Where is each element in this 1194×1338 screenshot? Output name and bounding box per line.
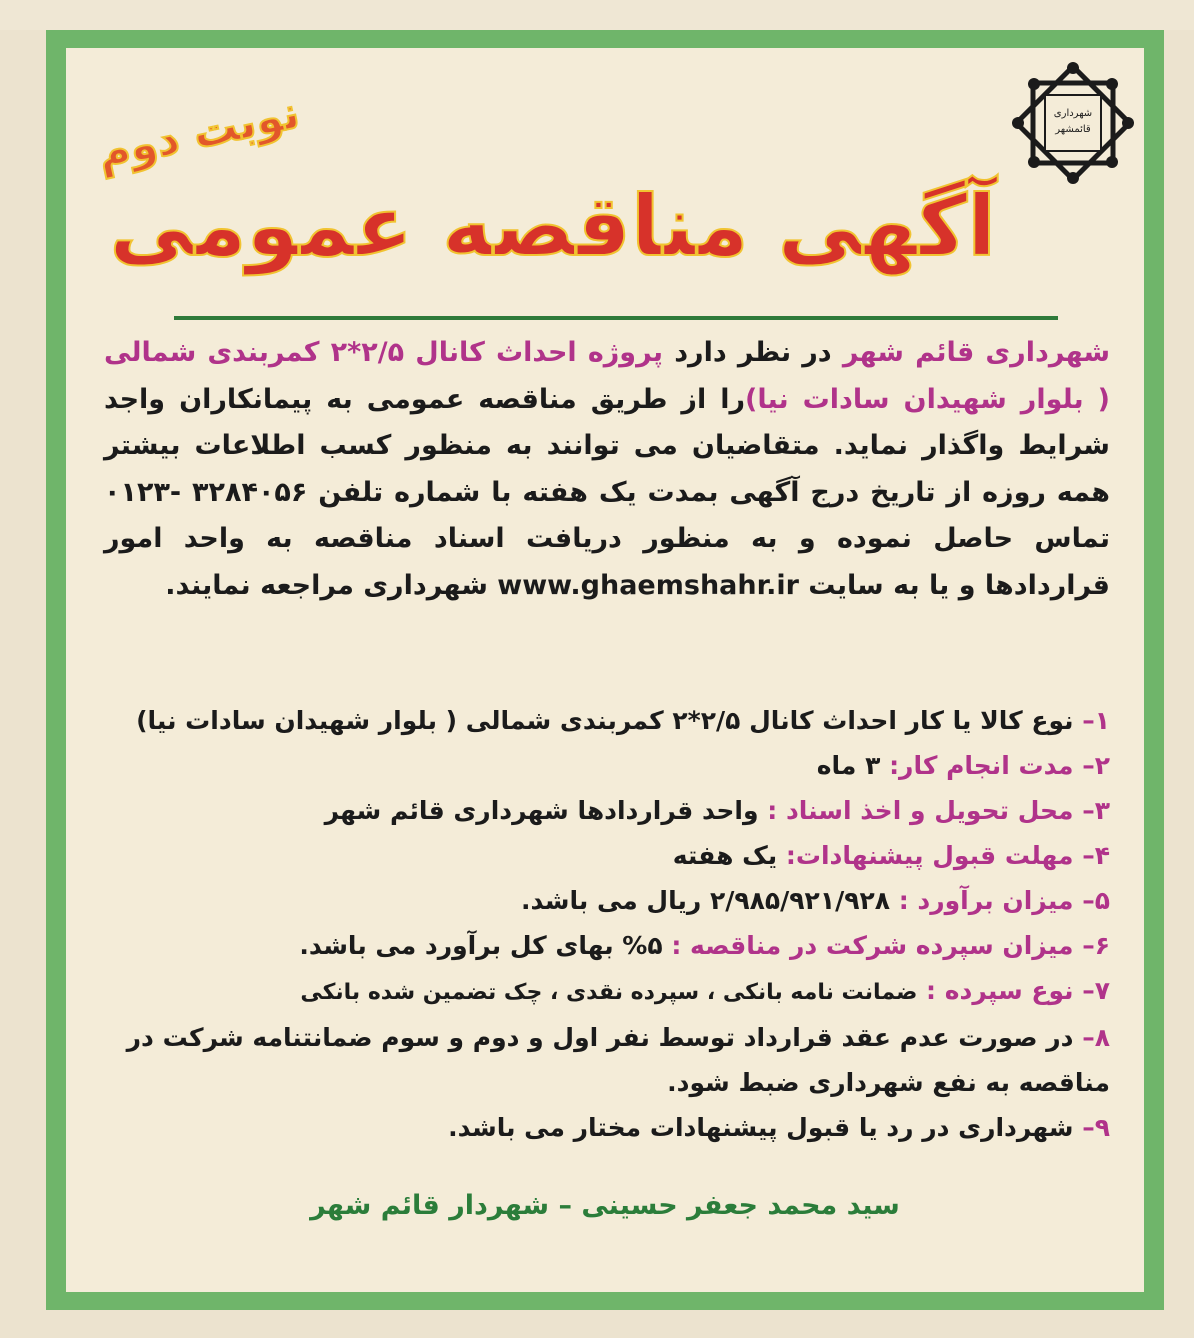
second-turn-badge: نوبت دوم [92, 87, 304, 180]
page-title: آگهی مناقصه عمومی [109, 177, 996, 275]
list-item: ۵– میزان برآورد : ۲/۹۸۵/۹۲۱/۹۲۸ ریال می باشد. [520, 886, 1110, 915]
organizer-name: شهرداری قائم شهر [842, 337, 1111, 368]
title-divider [174, 316, 1058, 320]
newspaper-background [0, 0, 1194, 30]
list-item: ۳– محل تحویل و اخذ اسناد : واحد قراردادها شهرداری قائم شهر [324, 796, 1110, 825]
list-item: ۴– مهلت قبول پیشنهادات: یک هفته [672, 841, 1110, 870]
advertisement-frame [46, 30, 1164, 1310]
list-item: ۱– نوع کالا یا کار احداث کانال ۲/۵*۲ کمربندی شمالی ( بلوار شهیدان سادات نیا) [136, 706, 1110, 735]
advertisement-panel [66, 48, 1144, 1292]
project-name: پروژه احداث کانال ۲/۵*۲ کمربندی شمالی ( بلوار شهیدان سادات نیا) [104, 337, 1110, 415]
signature: سید محمد جعفر حسینی – شهردار قائم شهر [310, 1190, 900, 1221]
intro-text-2: را از طریق مناقصه عمومی به پیمانکاران واجد شرایط واگذار نماید. متقاضیان می توانند به منظور کسب اطلاعات بیشتر همه روزه از تاریخ درج آگهی بمدت یک هفته با شماره تلفن ۳۲۸۴۰۵۶ -۰۱۲۳ تماس حاصل نموده و به منظور دریافت اسناد مناقصه به واحد امور قراردادها و یا به سایت www.ghaemshahr.ir شهرداری مراجعه نمایند. [104, 383, 1111, 601]
municipality-seal-icon [1012, 62, 1134, 184]
list-item: ۸– در صورت عدم عقد قرارداد توسط نفر اول و دوم و سوم ضمانتنامه شرکت در مناقصه به نفع شهرداری ضبط شود. [126, 1023, 1110, 1097]
list-item: ۹– شهرداری در رد یا قبول پیشنهادات مختار می باشد. [448, 1113, 1110, 1142]
list-item: ۲– مدت انجام کار: ۳ ماه [816, 751, 1110, 780]
seal-text: شهرداری قائمشهر [1053, 108, 1093, 135]
list-item: ۶– میزان سپرده شرکت در مناقصه : ۵% بهای کل برآورد می باشد. [299, 931, 1110, 960]
intro-text-1: در نظر دارد [663, 337, 843, 368]
intro-paragraph [104, 330, 1110, 609]
list-item: ۷– نوع سپرده : ضمانت نامه بانکی ، سپرده نقدی ، چک تضمین شده بانکی [300, 976, 1110, 1005]
conditions-list [104, 698, 1110, 1150]
